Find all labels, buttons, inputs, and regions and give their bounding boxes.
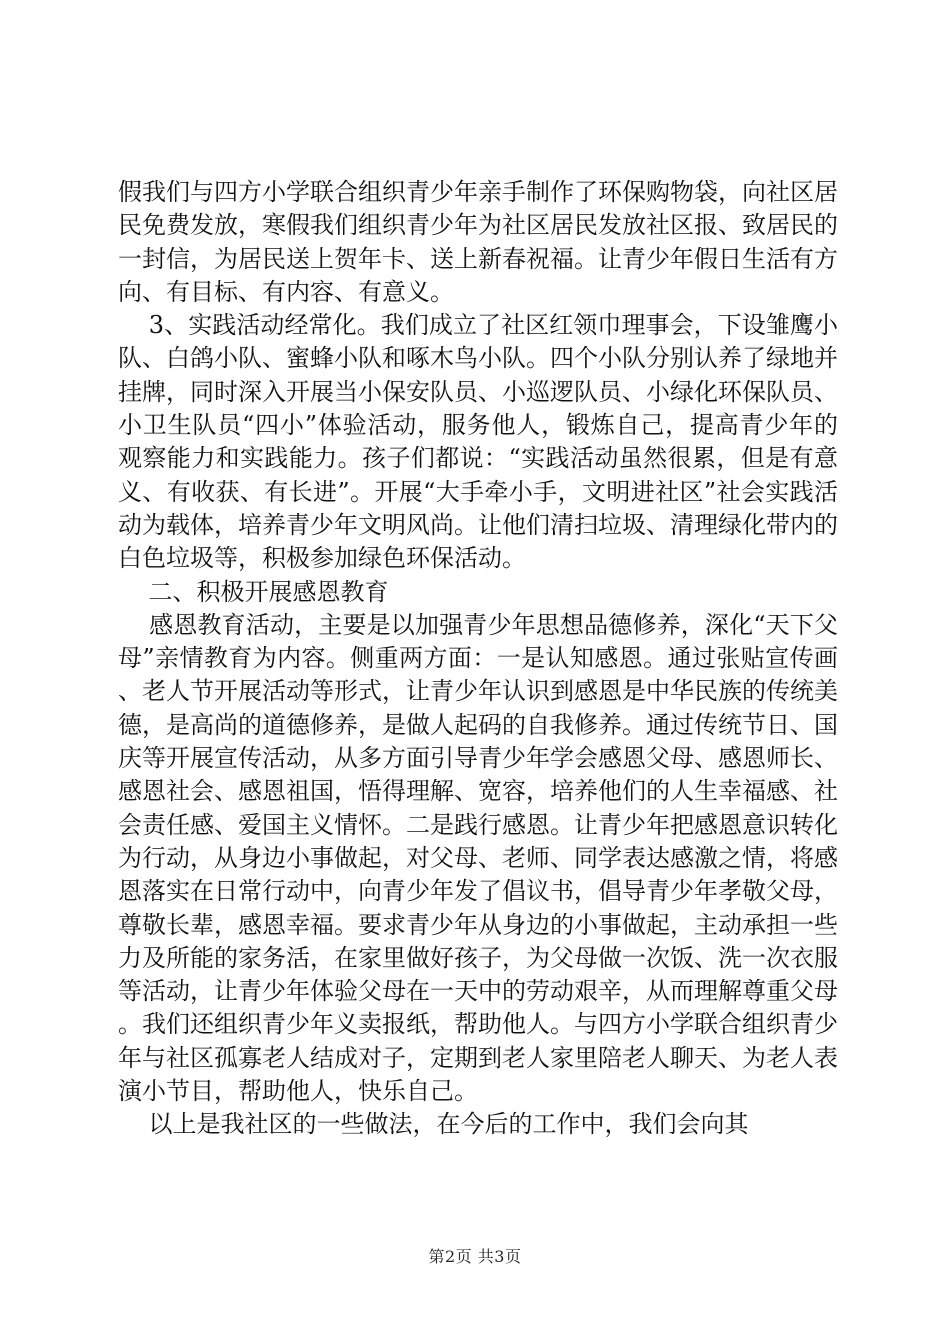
document-body: [118, 176, 838, 1142]
page-footer: 第2页 共3页: [428, 1247, 522, 1266]
section-heading-gratitude-education: 二、积极开展感恩教育: [118, 577, 389, 606]
paragraph-closing: 以上是我社区的一些做法，在今后的工作中，我们会向其: [118, 1110, 749, 1139]
paragraph-gratitude-education: 感恩教育活动，主要是以加强青少年思想品德修养，深化“天下父母”亲情教育为内容。侧重两方面：一是认知感恩。通过张贴宣传画、老人节开展活动等形式，让青少年认识到感恩是中华民族的传统美德，是高尚的道德修养，是做人起码的自我修养。通过传统节日、国庆等开展宣传活动，从多方面引导青少年学会感恩父母、感恩师长、感恩社会、感恩祖国，悟得理解、宽容，培养他们的人生幸福感、社会责任感、爱国主义情怀。二是践行感恩。让青少年把感恩意识转化为行动，从身边小事做起，对父母、老师、同学表达感激之情，将感恩落实在日常行动中，向青少年发了倡议书，倡导青少年孝敬父母，尊敬长辈，感恩幸福。要求青少年从身边的小事做起，主动承担一些力及所能的家务活，在家里做好孩子，为父母做一次饭、洗一次衣服等活动，让青少年体验父母在一天中的劳动艰辛，从而理解尊重父母。我们还组织青少年义卖报纸，帮助他人。与四方小学联合组织青少年与社区孤寡老人结成对子，定期到老人家里陪老人聊天、为老人表演小节目，帮助他人，快乐自己。: [118, 610, 838, 1106]
paragraph-practice-activities: 3、实践活动经常化。我们成立了社区红领巾理事会，下设雏鹰小队、白鸽小队、蜜蜂小队和啄木鸟小队。四个小队分别认养了绿地并挂牌，同时深入开展当小保安队员、小巡逻队员、小绿化环保队员、小卫生队员“四小”体验活动，服务他人，锻炼自己，提高青少年的观察能力和实践能力。孩子们都说：“实践活动虽然很累，但是有意义、有收获、有长进”。开展“大手牵小手，文明进社区”社会实践活动为载体，培养青少年文明风尚。让他们清扫垃圾、清理绿化带内的白色垃圾等，积极参加绿色环保活动。: [118, 311, 838, 573]
paragraph-continuation: 假我们与四方小学联合组织青少年亲手制作了环保购物袋，向社区居民免费发放，寒假我们组织青少年为社区居民发放社区报、致居民的一封信，为居民送上贺年卡、送上新春祝福。让青少年假日生活有方向、有目标、有内容、有意义。: [118, 178, 838, 306]
